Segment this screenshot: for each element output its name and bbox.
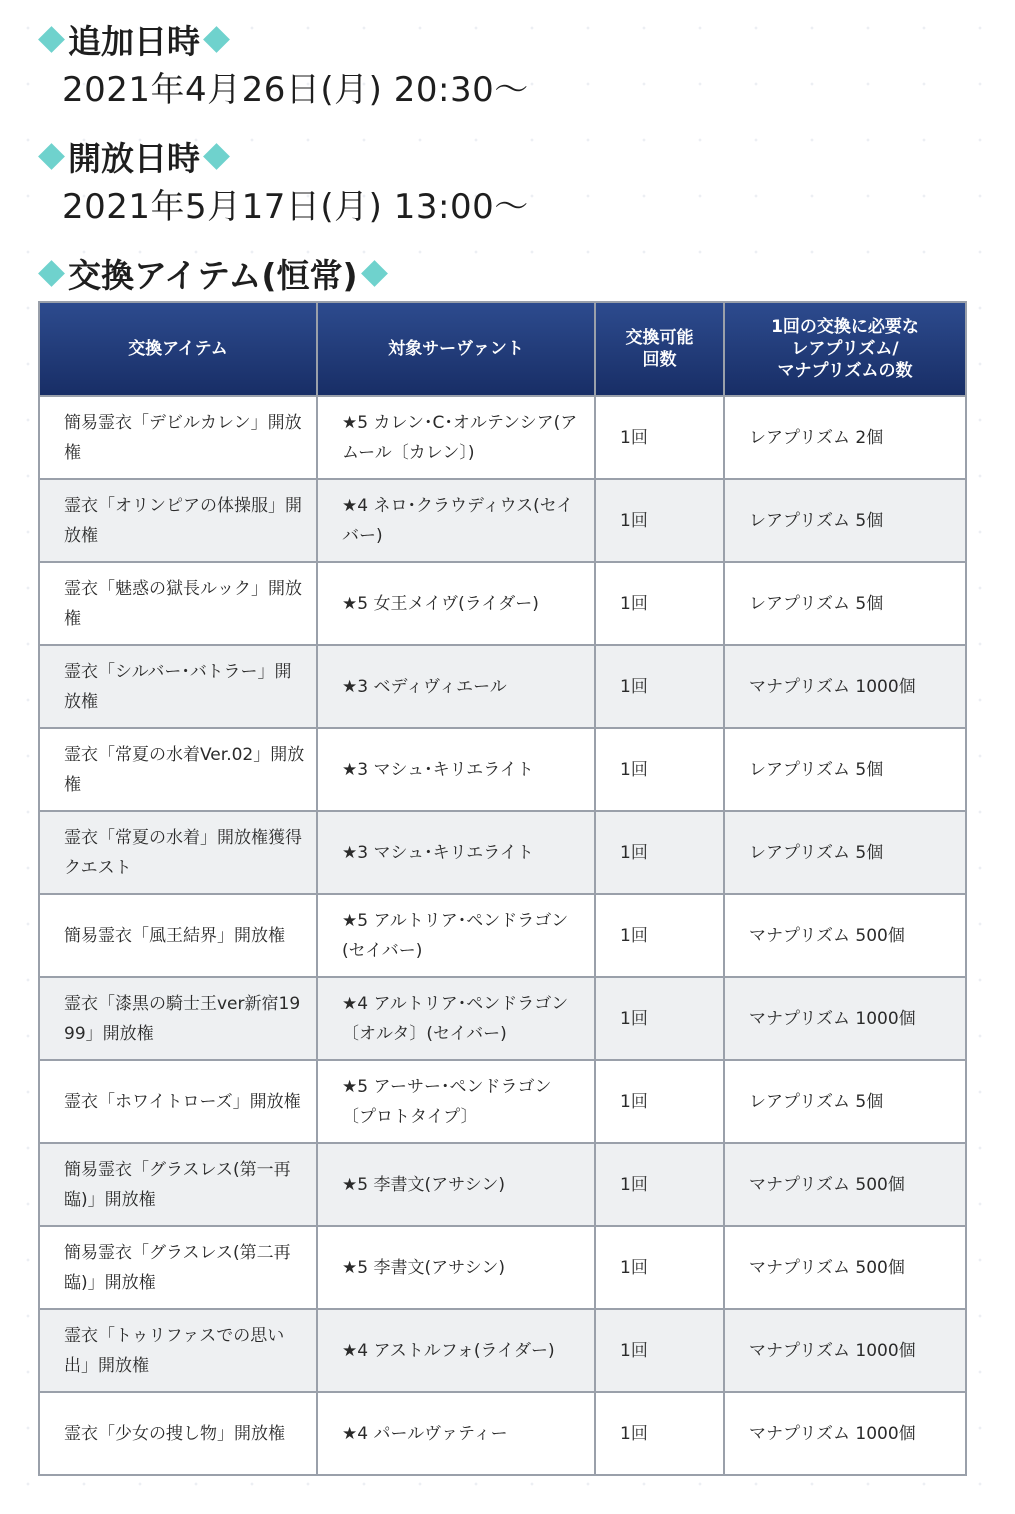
cell-cost: レアプリズム 5個: [724, 728, 966, 811]
cell-item: 霊衣「オリンピアの体操服」開放権: [39, 479, 317, 562]
header-cost: 1回の交換に必要な レアプリズム/ マナプリズムの数: [724, 302, 966, 396]
table-row: [39, 1226, 966, 1309]
table-row: [39, 894, 966, 977]
cell-cost: マナプリズム 500個: [724, 1143, 966, 1226]
cell-item: 霊衣「漆黒の騎士王ver新宿1999」開放権: [39, 977, 317, 1060]
diamond-icon: [361, 260, 388, 287]
diamond-icon: [203, 26, 230, 53]
open-datetime: 2021年5月17日(月) 13:00〜: [62, 187, 529, 227]
cell-servant: ★5 女王メイヴ(ライダー): [317, 562, 595, 645]
table-row: [39, 645, 966, 728]
cell-servant: ★5 アルトリア･ペンドラゴン(セイバー): [317, 894, 595, 977]
cell-item: 霊衣「常夏の水着」開放権獲得クエスト: [39, 811, 317, 894]
table-row: [39, 728, 966, 811]
section-heading-added-label: 追加日時: [68, 22, 200, 61]
diamond-icon: [203, 143, 230, 170]
cell-count: 1回: [595, 1060, 724, 1143]
table-row: [39, 977, 966, 1060]
added-datetime: 2021年4月26日(月) 20:30〜: [62, 70, 529, 110]
cell-servant: ★5 アーサー･ペンドラゴン〔プロトタイプ〕: [317, 1060, 595, 1143]
cell-cost: レアプリズム 5個: [724, 562, 966, 645]
header-item: 交換アイテム: [39, 302, 317, 396]
cell-count: 1回: [595, 1392, 724, 1475]
cell-item: 霊衣「シルバー･バトラー」開放権: [39, 645, 317, 728]
section-heading-open-label: 開放日時: [68, 139, 200, 178]
cell-count: 1回: [595, 977, 724, 1060]
table-row: [39, 1392, 966, 1475]
cell-count: 1回: [595, 728, 724, 811]
cell-count: 1回: [595, 645, 724, 728]
cell-cost: レアプリズム 5個: [724, 1060, 966, 1143]
cell-count: 1回: [595, 1143, 724, 1226]
exchange-table-container: [38, 301, 965, 1476]
cell-cost: マナプリズム 1000個: [724, 645, 966, 728]
section-heading-added: [38, 16, 233, 63]
table-row: [39, 562, 966, 645]
header-servant: 対象サーヴァント: [317, 302, 595, 396]
cell-servant: ★3 ベディヴィエール: [317, 645, 595, 728]
cell-servant: ★4 アストルフォ(ライダー): [317, 1309, 595, 1392]
table-body: [39, 396, 966, 1475]
cell-count: 1回: [595, 1226, 724, 1309]
exchange-table: [38, 301, 967, 1476]
cell-servant: ★3 マシュ･キリエライト: [317, 728, 595, 811]
table-row: [39, 1309, 966, 1392]
header-count: 交換可能 回数: [595, 302, 724, 396]
cell-cost: マナプリズム 1000個: [724, 977, 966, 1060]
cell-servant: ★3 マシュ･キリエライト: [317, 811, 595, 894]
diamond-icon: [38, 26, 65, 53]
cell-cost: マナプリズム 1000個: [724, 1392, 966, 1475]
table-header-row: [39, 302, 966, 396]
diamond-icon: [38, 260, 65, 287]
cell-cost: マナプリズム 1000個: [724, 1309, 966, 1392]
cell-servant: ★5 李書文(アサシン): [317, 1226, 595, 1309]
cell-item: 霊衣「少女の捜し物」開放権: [39, 1392, 317, 1475]
cell-item: 簡易霊衣「グラスレス(第一再臨)」開放権: [39, 1143, 317, 1226]
cell-cost: レアプリズム 2個: [724, 396, 966, 479]
table-row: [39, 396, 966, 479]
cell-count: 1回: [595, 562, 724, 645]
cell-count: 1回: [595, 479, 724, 562]
table-row: [39, 811, 966, 894]
cell-item: 霊衣「ホワイトローズ」開放権: [39, 1060, 317, 1143]
table-row: [39, 1060, 966, 1143]
cell-count: 1回: [595, 396, 724, 479]
cell-cost: レアプリズム 5個: [724, 811, 966, 894]
table-row: [39, 479, 966, 562]
section-heading-items: [38, 250, 391, 297]
cell-cost: マナプリズム 500個: [724, 894, 966, 977]
cell-item: 簡易霊衣「風王結界」開放権: [39, 894, 317, 977]
cell-item: 霊衣「魅惑の獄長ルック」開放権: [39, 562, 317, 645]
cell-count: 1回: [595, 894, 724, 977]
diamond-icon: [38, 143, 65, 170]
cell-servant: ★4 ネロ･クラウディウス(セイバー): [317, 479, 595, 562]
cell-item: 霊衣「トゥリファスでの思い出」開放権: [39, 1309, 317, 1392]
cell-servant: ★4 パールヴァティー: [317, 1392, 595, 1475]
cell-count: 1回: [595, 1309, 724, 1392]
cell-servant: ★4 アルトリア･ペンドラゴン〔オルタ〕(セイバー): [317, 977, 595, 1060]
section-heading-items-label: 交換アイテム(恒常): [68, 256, 358, 295]
cell-item: 霊衣「常夏の水着Ver.02」開放権: [39, 728, 317, 811]
cell-item: 簡易霊衣「グラスレス(第二再臨)」開放権: [39, 1226, 317, 1309]
cell-servant: ★5 李書文(アサシン): [317, 1143, 595, 1226]
cell-cost: レアプリズム 5個: [724, 479, 966, 562]
cell-servant: ★5 カレン･C･オルテンシア(アムール〔カレン〕): [317, 396, 595, 479]
cell-cost: マナプリズム 500個: [724, 1226, 966, 1309]
cell-item: 簡易霊衣「デビルカレン」開放権: [39, 396, 317, 479]
cell-count: 1回: [595, 811, 724, 894]
table-row: [39, 1143, 966, 1226]
section-heading-open: [38, 133, 233, 180]
